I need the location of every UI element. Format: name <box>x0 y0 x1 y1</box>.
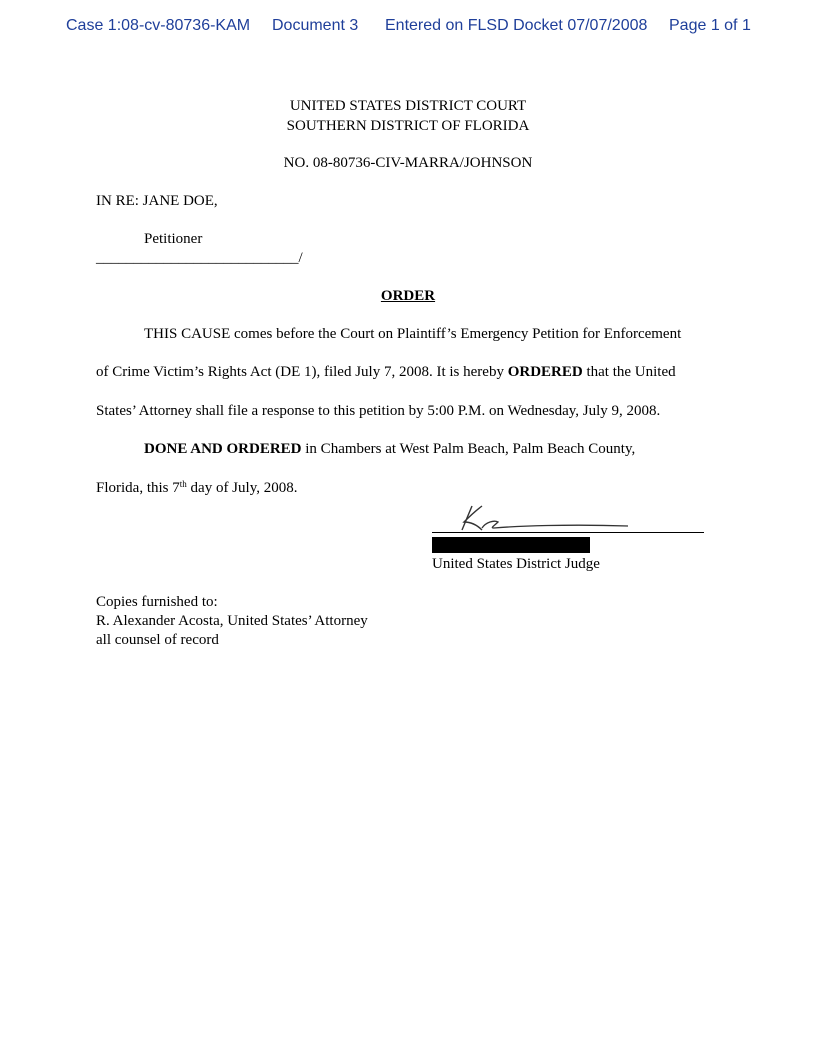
order-paragraph-1-line-3: States’ Attorney shall file a response to this petition by 5:00 P.M. on Wednesday, July 9, 2008. <box>96 403 661 419</box>
ecf-page-count: Page 1 of 1 <box>669 17 751 34</box>
order-text-segment: that the United <box>582 364 676 380</box>
copies-recipient: all counsel of record <box>96 632 219 648</box>
judge-title: United States District Judge <box>432 556 600 572</box>
done-and-ordered-emphasis: DONE AND ORDERED <box>144 441 302 457</box>
order-text-segment: Florida, this 7 <box>96 480 180 496</box>
court-district: SOUTHERN DISTRICT OF FLORIDA <box>286 118 530 134</box>
caption-in-re: IN RE: JANE DOE, <box>96 193 218 209</box>
case-number: NO. 08-80736-CIV-MARRA/JOHNSON <box>283 155 533 171</box>
order-text-segment: day of July, 2008. <box>186 480 298 496</box>
order-title-text: ORDER <box>380 288 436 304</box>
ordinal-suffix: th <box>179 479 187 489</box>
ecf-document-number: Document 3 <box>272 17 359 34</box>
order-paragraph-1-line-1: THIS CAUSE comes before the Court on Plaintiff’s Emergency Petition for Enforcement <box>144 326 682 342</box>
order-paragraph-2-line-1 <box>144 440 635 459</box>
ecf-case-number: Case 1:08-cv-80736-KAM <box>66 17 251 34</box>
court-name: UNITED STATES DISTRICT COURT <box>289 98 527 114</box>
order-text-segment: in Chambers at West Palm Beach, Palm Beach County, <box>301 441 636 457</box>
order-paragraph-2-line-2 <box>96 479 297 498</box>
order-title <box>0 287 816 306</box>
ordered-emphasis: ORDERED <box>507 364 583 380</box>
judge-signature-icon <box>448 500 638 536</box>
ecf-entered-date: Entered on FLSD Docket 07/07/2008 <box>385 17 648 34</box>
signature-line <box>432 532 704 533</box>
caption-rule: ___________________________/ <box>96 250 303 266</box>
copies-heading: Copies furnished to: <box>96 594 218 610</box>
copies-recipient: R. Alexander Acosta, United States’ Attorney <box>96 613 368 629</box>
order-paragraph-1-line-2 <box>96 363 676 382</box>
redacted-judge-name <box>432 537 590 553</box>
order-text-segment: of Crime Victim’s Rights Act (DE 1), filed July 7, 2008. It is hereby <box>96 364 508 380</box>
caption-party: Petitioner <box>144 231 203 247</box>
